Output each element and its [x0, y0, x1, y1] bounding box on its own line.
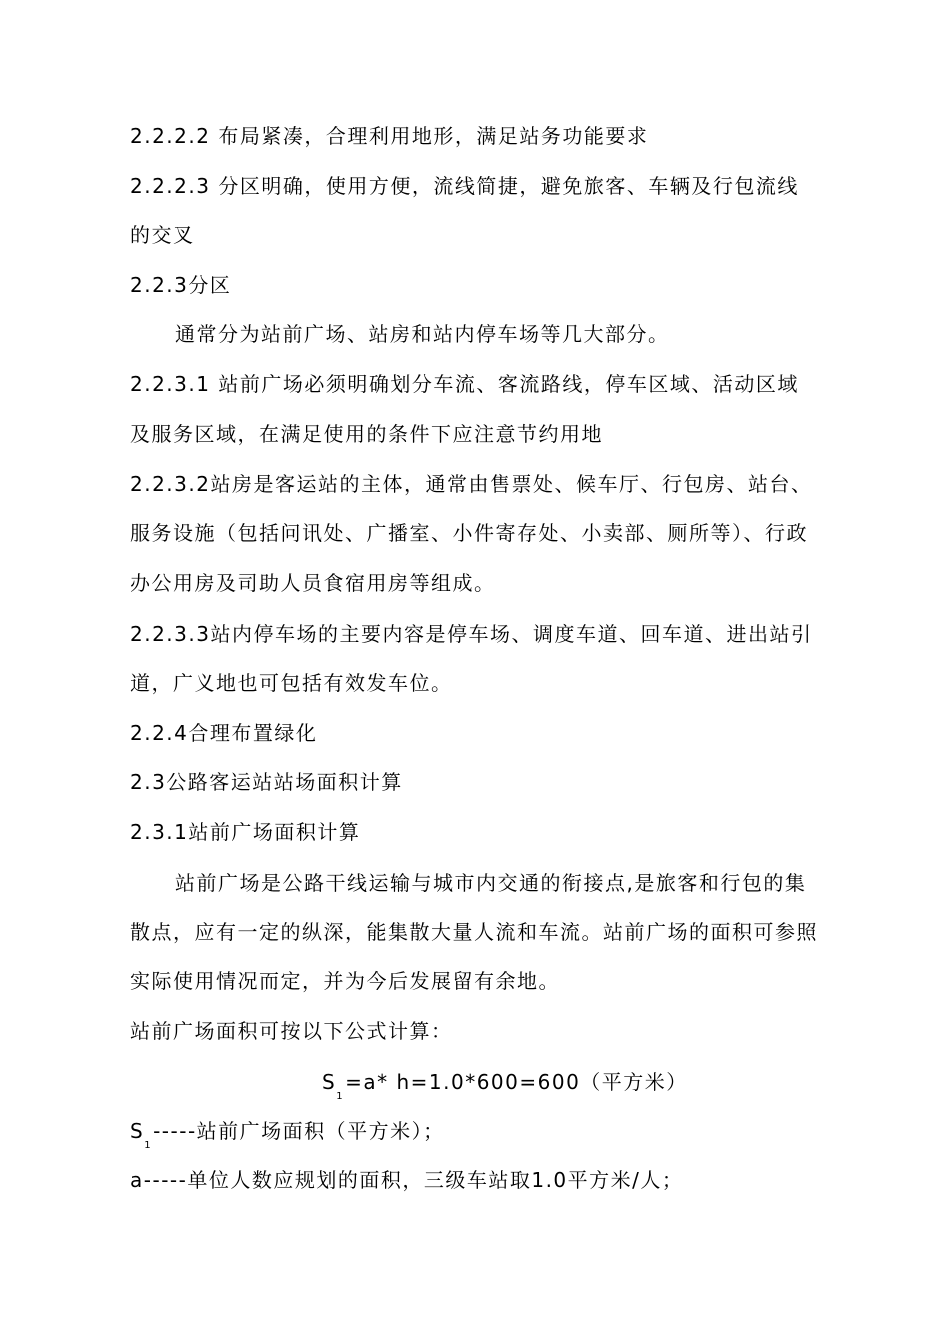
paragraph: 站前广场是公路干线运输与城市内交通的衔接点,是旅客和行包的集 [175, 871, 807, 895]
paragraph: 通常分为站前广场、站房和站内停车场等几大部分。 [175, 322, 670, 346]
section-heading: 2.3公路客运站站场面积计算 [130, 770, 403, 794]
definition-s1 [130, 1117, 835, 1150]
paragraph: 道，广义地也可包括有效发车位。 [130, 671, 453, 695]
paragraph: 散点，应有一定的纵深，能集散大量人流和车流。站前广场的面积可参照 [130, 920, 818, 944]
section-heading: 2.2.4合理布置绿化 [130, 721, 318, 745]
definition-subscript: 1 [144, 1140, 153, 1151]
paragraph: 2.2.2.3 分区明确，使用方便，流线简捷，避免旅客、车辆及行包流线 [130, 174, 799, 198]
paragraph: 2.2.3.3站内停车场的主要内容是停车场、调度车道、回车道、进出站引 [130, 622, 813, 646]
definition-a [130, 1166, 835, 1194]
formula-symbol: S [322, 1070, 337, 1094]
formula [322, 1068, 950, 1101]
paragraph: 站前广场面积可按以下公式计算： [130, 1019, 453, 1043]
definition-symbol: S [130, 1119, 145, 1143]
paragraph: 2.2.2.2 布局紧凑，合理利用地形，满足站务功能要求 [130, 124, 649, 148]
paragraph: 服务设施（包括问讯处、广播室、小件寄存处、小卖部、厕所等）、行政 [130, 521, 808, 545]
paragraph: 办公用房及司助人员食宿用房等组成。 [130, 571, 496, 595]
paragraph: 2.2.3.2站房是客运站的主体，通常由售票处、候车厅、行包房、站台、 [130, 472, 813, 496]
definition-text: -----站前广场面积（平方米）； [153, 1119, 445, 1143]
formula-subscript: 1 [336, 1091, 345, 1102]
paragraph: 2.2.3.1 站前广场必须明确划分车流、客流路线，停车区域、活动区域 [130, 372, 799, 396]
section-heading: 2.3.1站前广场面积计算 [130, 820, 361, 844]
formula-expression: =a* h=1.0*600=600（平方米） [345, 1070, 688, 1094]
section-heading: 2.2.3分区 [130, 273, 232, 297]
paragraph: 及服务区域，在满足使用的条件下应注意节约用地 [130, 422, 603, 446]
definition-text: a-----单位人数应规划的面积，三级车站取1.0平方米/人； [130, 1168, 684, 1192]
paragraph: 的交叉 [130, 223, 195, 247]
paragraph: 实际使用情况而定，并为今后发展留有余地。 [130, 969, 560, 993]
